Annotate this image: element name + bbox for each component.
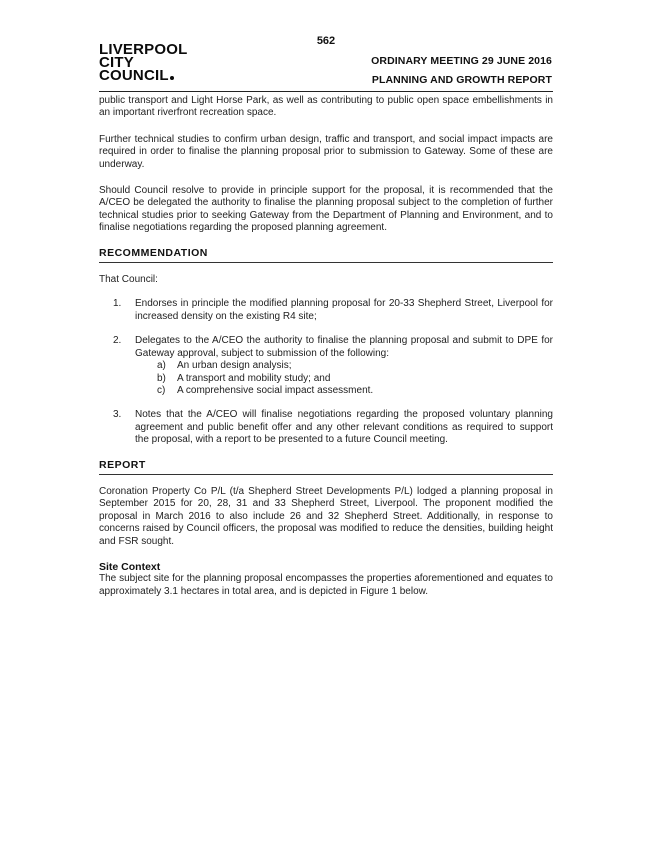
recommendation-heading: RECOMMENDATION bbox=[99, 247, 553, 263]
sub-list-item bbox=[157, 360, 553, 372]
sub-list-text: A comprehensive social impact assessment. bbox=[177, 384, 374, 396]
sub-list-item bbox=[157, 373, 553, 385]
list-item-text: Endorses in principle the modified planning proposal for 20-33 Shepherd Street, Liverpool for increased density on the existing R4 site; bbox=[135, 298, 553, 322]
list-number: 1. bbox=[113, 298, 122, 310]
intro-paragraph: Should Council resolve to provide in principle support for the proposal, it is recommended that the A/CEO be delegated the authority to finalise the planning proposal subject to the completion of further technical studies prior to seeking Gateway from the Department of Planning and Environment, and to finalise negotiations regarding the proposed planning agreement. bbox=[99, 185, 553, 234]
list-item bbox=[99, 409, 553, 446]
report-paragraph: Coronation Property Co P/L (t/a Shepherd Street Developments P/L) lodged a planning proposal in September 2015 for 20, 28, 31 and 33 Shepherd Street, Liverpool. The proponent modified the proposal in March 2016 to also include 26 and 32 Shepherd Street. Additionally, in response to concerns raised by Council officers, the proposal was modified to reduce the densities, building height and FSR sought. bbox=[99, 485, 553, 547]
list-number: 3. bbox=[113, 409, 122, 421]
recommendation-list bbox=[99, 298, 553, 446]
report-heading: REPORT bbox=[99, 459, 553, 475]
logo-line-2: CITY bbox=[99, 54, 134, 71]
list-number: 2. bbox=[113, 335, 122, 347]
list-item bbox=[99, 335, 553, 397]
recommendation-intro: That Council: bbox=[99, 274, 158, 286]
list-item-text: Delegates to the A/CEO the authority to finalise the planning proposal and submit to DPE for Gateway approval, subject to submission of the following: bbox=[135, 335, 553, 359]
page-number: 562 bbox=[316, 35, 336, 47]
intro-paragraph: Further technical studies to confirm urban design, traffic and transport, and social impact impacts are required in order to finalise the planning proposal prior to submission to Gateway. Some of these are underway. bbox=[99, 133, 553, 170]
sub-list bbox=[135, 360, 553, 397]
intro-paragraph: public transport and Light Horse Park, as well as contributing to public open space embellishments in an important riverfront recreation space. bbox=[99, 95, 553, 119]
sub-list-letter: b) bbox=[157, 372, 166, 384]
report-type: PLANNING AND GROWTH REPORT bbox=[371, 74, 552, 86]
header-divider bbox=[99, 91, 553, 92]
liverpool-city-council-logo bbox=[99, 43, 187, 82]
sub-list-item bbox=[157, 385, 553, 397]
sub-list-text: A transport and mobility study; and bbox=[177, 372, 331, 384]
list-item-text: Notes that the A/CEO will finalise negotiations regarding the proposed voluntary planning agreement and public benefit offer and any other relevant conditions as required to support the proposal, with a report to be presented to a future Council meeting. bbox=[135, 409, 553, 446]
meeting-title: ORDINARY MEETING 29 JUNE 2016 bbox=[371, 55, 552, 67]
logo-line-3: COUNCIL bbox=[99, 67, 169, 84]
site-context-paragraph: The subject site for the planning proposal encompasses the properties aforementioned and equates to approximately 3.1 hectares in total area, and is depicted in Figure 1 below. bbox=[99, 573, 553, 597]
logo-line-1: LIVERPOOL bbox=[99, 41, 188, 58]
document-body bbox=[99, 95, 553, 612]
logo-dot-icon bbox=[170, 76, 174, 80]
list-item bbox=[99, 298, 553, 323]
sub-list-letter: a) bbox=[157, 360, 166, 372]
sub-list-letter: c) bbox=[157, 384, 166, 396]
sub-list-text: An urban design analysis; bbox=[177, 360, 292, 372]
site-context-heading: Site Context bbox=[99, 560, 161, 573]
